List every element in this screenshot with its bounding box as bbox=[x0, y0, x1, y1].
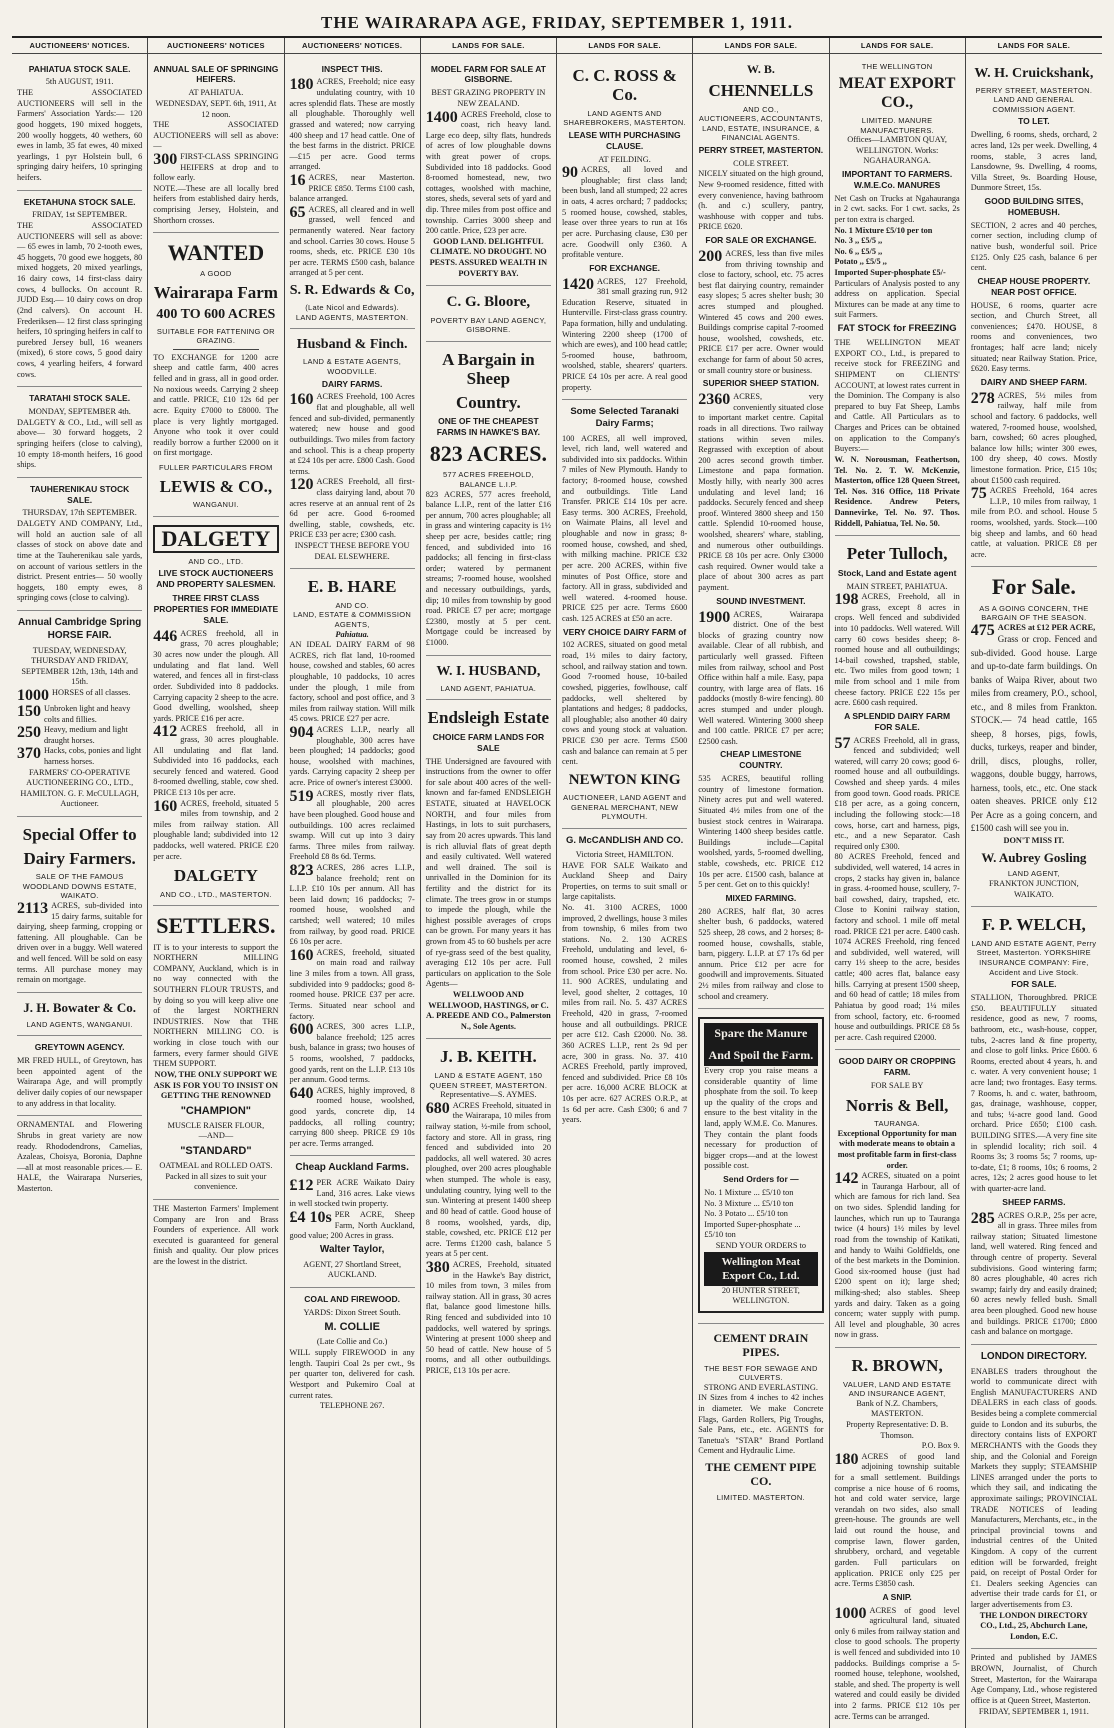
ad-head: A SNIP. bbox=[882, 1591, 912, 1602]
ad-head: CHEAP HOUSE PROPERTY. NEAR POST OFFICE. bbox=[977, 275, 1091, 297]
ad-subtitle: PERRY STREET, MASTERTON. LAND AND GENERAL COMMISSION AGENT. bbox=[975, 85, 1093, 114]
property-listing: 1074 ACRES Freehold, ring fenced and subdivided, well watered, will carry 1½ sheep to the acre, besides cattle; 400 acres flat, balance easy hills. Carrying at present 1500 sheep, and 60 head of cattle; 18 miles from Pahiatua by good road; 1¼ miles from school, factory, etc. 6-roomed house and outbuildings. PRICE £8 5s per acre. Cash required £2000. bbox=[834, 937, 960, 1042]
ad-title: Norris & Bell, bbox=[845, 1095, 949, 1115]
price-line: Imported Super-phosphate ... £5/10 ton bbox=[704, 1219, 801, 1240]
ad-head: LEASE WITH PURCHASING CLAUSE. bbox=[568, 129, 681, 151]
property-listing: 75 ACRES Freehold, 164 acres L.I.P., 10 miles from railway, 1 mile from P.O. and school. House 5 rooms, woolshed, yards. Stock—100 big sheep and lambs, and 60 head cattle, at valuation. PRICE £8 per acre. bbox=[970, 485, 1097, 559]
property-listing: 16 ACRES, near Masterton. PRICE £850. Terms £100 cash, balance arranged. bbox=[289, 171, 415, 204]
property-listing: 600 ACRES, 300 acres L.I.P., balance freehold; 125 acres bush, balance in grass; two houses of 5 rooms, woolshed, 7 paddocks, good yards, rent on the L.I.P. £13 10s per annum. Good terms. bbox=[289, 1021, 415, 1085]
ad-r-brown bbox=[835, 1348, 960, 1728]
ad-title: For Sale. bbox=[991, 574, 1076, 600]
ad-subtitle: AND CO., LTD. bbox=[188, 556, 244, 566]
ad-title: LONDON DIRECTORY. bbox=[980, 1350, 1087, 1362]
ad-date: WEDNESDAY, SEPT. 6th, 1911, At 12 noon. bbox=[155, 98, 277, 119]
property-listing: 200 ACRES, less than five miles from thriving township and close to factory, school, etc. 75 acres best flat dairying country, remainder easy slopes; 5 acres shelter bush; 30 acres stumped and ploughed. Wintered 45 cows and 200 ewes. Buildings comprise capital 7-roomed house, woolshed, cowsheds, etc. PRICE £17 per acre. Owner would exchange for farm of about 50 acres, or small country store or business. bbox=[698, 247, 824, 375]
ad-line: STRONG AND EVERLASTING. bbox=[703, 1382, 818, 1392]
ad-agent-place: WANGANUI. bbox=[192, 500, 239, 510]
column-heading: LANDS FOR SALE. bbox=[557, 38, 692, 54]
ad-address: PERRY STREET, MASTERTON. bbox=[698, 144, 824, 155]
column-7 bbox=[830, 38, 966, 1728]
ad-company: THE CEMENT PIPE CO. bbox=[705, 1460, 817, 1488]
ad-title: Special Offer to bbox=[22, 825, 137, 845]
ad-implement-company bbox=[153, 1200, 278, 1274]
ad-line: CHOICE FARM LANDS FOR SALE bbox=[432, 731, 545, 753]
price-line: No. 1 Mixture £5/10 per ton bbox=[834, 225, 933, 235]
property-listing: 1000 ACRES of good level agricultural land, situated only 6 miles from railway station and close to good schools. The property is well fenced and subdivided into 10 paddocks. Buildings comprise a 5-roomed house, telephone, woolshed, stable, and shed. The property is well watered and could easily be divided into 2 farms. PRICE £12 10s per acre. Terms can be arranged. bbox=[834, 1604, 960, 1721]
column-8 bbox=[966, 38, 1102, 1728]
ad-name-sub: (Late Collie and Co.) bbox=[316, 1337, 388, 1347]
price-line: Imported Super-phosphate £5/- bbox=[834, 268, 946, 277]
ad-agent: W. Aubrey Gosling bbox=[981, 849, 1087, 865]
property-listing: 160 ACRES, freehold, situated 5 miles from township, and 2 miles from railway station. All ploughable land; subdivided into 12 paddocks, well watered. PRICE £20 per acre. bbox=[153, 797, 279, 861]
ad-eketahuna-stock-sale bbox=[17, 191, 142, 388]
ad-title: C. C. ROSS & Co. bbox=[572, 65, 677, 105]
property-listing: 278 ACRES, 5½ miles from railway, half mile from school and factory. 6 paddocks, well watered, 7-roomed house, woolshed, barn, cowshed; 60 acres ploughed, balance low hills; winter 300 ewes, 100 dry sheep, 40 cows. Mostly limestone formation. Price, £15 10s; about £1500 cash required. bbox=[970, 389, 1097, 485]
property-listing: 142 ACRES, situated on a point in Tauranga Harbour, all of which are famous for rich land. Sea on two sides. Splendid landing for launches, which run up to Tauranga twice (4 hours) 1½ miles by level road from the township of Katikati, and handy to Waihi Goldfields, one of the best markets in the Dominion. Good six-roomed house (just had £200 spent on it); large shed; milking-shed; also stables. Sheep yards and dairy. Taken as a going concern; water supply with pump. All level and ploughable, 30 acres now in grass. bbox=[834, 1170, 960, 1340]
imprint bbox=[971, 1649, 1097, 1723]
ad-title: Annual Cambridge Spring HORSE FAIR. bbox=[17, 616, 142, 641]
price-line: No. 3 ,, £5/5 ,, bbox=[834, 236, 883, 246]
ad-body: DALGETY AND COMPANY, Ltd., will hold an auction sale of all classes of stock on above date and time at the Tauherenikau sale yards, on account of various settlers in the district. Present entries— 50 woolly hoggets, 180 empty ewes, 8 springing cows (close to calving). bbox=[17, 519, 143, 603]
manure-box bbox=[698, 1017, 823, 1313]
ad-body: SECTION, 2 acres and 40 perches, corner section, including clump of native bush, wonderful soil. Price £125. Only £25 cash, balance 6 per cent. bbox=[970, 220, 1097, 273]
ad-body: ENABLES traders throughout the world to communicate direct with English MANUFACTURERS AND DEALERS in each class of goods. Besides being a complete commercial guide to London and its suburbs, the directory contains lists of EXPORT MERCHANTS with the Goods they ship, and the Colonial and Foreign Markets they supply; STEAMSHIP LINES arranged under the ports to which they sail, and indicating the approximate sailings; PROVINCIAL TRADE NOTICES of leading Manufacturers, Merchants, etc., in the principal provincial towns and industrial centres of the United Kingdom. A copy of the current edition will be forwarded, freight paid, on receipt of Postal Order for £1. Dealers seeking Agencies can advertise their trade cards for £1, or larger advertisements from £3. bbox=[970, 1366, 1097, 1610]
ad-subtitle: AND CO., bbox=[743, 104, 779, 114]
ad-body: 100 ACRES, all well improved, level, rich land, well watered and subdivided into six paddocks. Within 7 miles of New Plymouth. Handy to factory; 8-roomed house, cowshed and outbuildings. Title Land Transfer. PRICE £14 10s per acre. Easy terms. 300 ACRES, Freehold, on Waimate Plains, all level and ploughable and now in grass; 8-roomed house, cowshed, and shed, with milking machine. PRICE £32 per acre. 200 ACRES, within five minutes of Post Office, store and factory. All in grass, subdivided and well watered. 4-roomed house. PRICE £25 per acre. Terms £600 cash. 125 ACRES at £50 an acre. bbox=[562, 433, 688, 623]
ad-body: MR FRED HULL, of Greytown, has been appointed agent of the Wairarapa Age, and will promptly deliver daily copies of our newspaper to any address in that locality. bbox=[17, 1056, 143, 1108]
ad-settlers bbox=[153, 906, 278, 1200]
property-listing: AN IDEAL DAIRY FARM of 98 ACRES, rich flat land, 10-roomed house, cowshed and stables, 60 acres ploughable, 10 paddocks, 10 acres under the plough, 1 mile from factory, school and post office, and 3 miles from railway station. Will milk 45 cows. PRICE £27 per acre. bbox=[289, 640, 415, 724]
column-heading: AUCTIONEERS' NOTICES. bbox=[285, 38, 420, 54]
price-line: No. 3 Potato ... £5/10 ton bbox=[704, 1209, 788, 1219]
property-listing: 160 ACRES, freehold, situated on main road and railway line 3 miles from a town. All grass, subdivided into 9 paddocks; good 8-roomed house. PRICE £37 per acre. Terms. Situated near school and factory. bbox=[289, 946, 415, 1021]
ad-body: THE Masterton Farmers' Implement Company are Iron and Brass Founders of experience. All work executed is guaranteed for general finish and quality. Our plow prices are the lowest in the district. bbox=[153, 1203, 279, 1266]
ad-subtitle: AND CO. bbox=[335, 600, 369, 610]
ad-model-farm-gisborne bbox=[426, 58, 551, 287]
masthead: THE WAIRARAPA AGE, FRIDAY, SEPTEMBER 1, 1911. bbox=[12, 10, 1102, 38]
ad-rep: Representative—S. AYMES. bbox=[440, 1090, 537, 1100]
ad-agent-place: AGENT, 27 Shortland Street, AUCKLAND. bbox=[303, 1259, 402, 1280]
ad-body: NICELY situated on the high ground, New 9-roomed residence, fitted with every convenience, having bathroom (h. and c.) scullery, pantry, washhouse with copper and tubs. PRICE £620. bbox=[698, 169, 824, 232]
ad-body: 823 ACRES, 577 acres freehold, balance L.I.P., rent of the latter £16 per annum, 700 acres ploughable; all in grass and wintering capacity is 1½ sheep per acre, besides cattle; ring fenced, and subdivided into 16 paddocks; all fencing in first-class order; watered by permanent streams; 7-roomed house, woolshed and necessary outbuildings, yards, dip; 10 miles from township by good road. PRICE £7 per acre; mortgage £2380, mostly at 5 per cent. Mortgage could be increased by £1000. bbox=[425, 489, 551, 648]
price-line: No. 3 Mixture ... £5/10 ton bbox=[704, 1198, 794, 1208]
ad-address: MAIN STREET, PAHIATUA. bbox=[846, 581, 948, 591]
ad-bloore bbox=[426, 286, 551, 341]
ad-eb-hare bbox=[290, 569, 415, 1156]
ad-springing-heifers bbox=[153, 58, 278, 234]
ad-head: FOR EXCHANGE. bbox=[589, 262, 661, 273]
property-listing: 65 ACRES, all cleared and in well grassed, well fenced and permanently watered. Near factory and school. Carries 30 cows. House 5 rooms, sheds, etc. PRICE £30 10s per acre. TERMS £500 cash, balance arranged at 5 per cent. bbox=[289, 203, 415, 278]
ad-title: Husband & Finch. bbox=[296, 337, 408, 353]
ad-greytown-agency bbox=[17, 1036, 142, 1116]
property-listing: 1900 ACRES, Wairarapa district. One of the best blocks of grazing country now available. Clear of all rubbish, and particularly well grassed. Fifteen miles from railway, school and Post Office within half a mile. Easy, papa country, with large area of flats. 16 paddocks (mostly 8-wire fencing). 80 acres stumped and under plough. Well watered. Wintering 3000 sheep and 100 cattle. PRICE £7 per acre; £2500 cash. bbox=[698, 608, 824, 746]
ad-subtitle: LAND & ESTATE AGENT, 150 QUEEN STREET, MASTERTON. bbox=[429, 1071, 548, 1090]
ad-agent-sub: LAND AGENT, bbox=[1007, 869, 1060, 879]
ad-title: PAHIATUA STOCK SALE. bbox=[28, 63, 131, 74]
ad-head: GOOD DAIRY OR CROPPING FARM. bbox=[838, 1056, 956, 1078]
imprint-date: FRIDAY, SEPTEMBER 1, 1911. bbox=[978, 1706, 1089, 1716]
ad-title: ANNUAL SALE OF SPRINGING HEIFERS. bbox=[153, 63, 279, 85]
ad-acre-range: 400 TO 600 ACRES bbox=[156, 306, 276, 322]
ad-footer: FULLER PARTICULARS FROM bbox=[159, 462, 273, 472]
ad-agent-place: AND CO., LTD., MASTERTON. bbox=[160, 889, 272, 899]
property-listing: 57 ACRES Freehold, all in grass, fenced and subdivided; well watered, will carry 20 cows; good 6-roomed house and all outbuildings. Cowshed and sheep yards. 4 miles from good town. Good roads. PRICE £18 per acre, as a going concern, including the following stock:—18 cows, horse, cart and harness, pigs, etc., and a new Separator. Cash required only £300. bbox=[834, 734, 960, 851]
ad-company: Wellington Meat Export Co., Ltd. bbox=[704, 1252, 817, 1286]
ad-subtitle: A GOOD bbox=[200, 269, 232, 279]
column-heading: LANDS FOR SALE. bbox=[830, 38, 965, 54]
ad-head: TO LET. bbox=[1018, 116, 1050, 127]
ad-husband-finch bbox=[290, 329, 415, 569]
ad-head: FAT STOCK for FREEZING bbox=[837, 323, 957, 335]
ad-subtitle: POVERTY BAY LAND AGENCY, GISBORNE. bbox=[430, 315, 547, 335]
ad-title: Some Selected Taranaki Dairy Farms; bbox=[570, 406, 679, 430]
ad-head: SHEEP FARMS. bbox=[1002, 1196, 1066, 1207]
property-listing: 285 ACRES O.R.P., 25s per acre, all in grass. Three miles from railway station; Situated limestone land, well watered. Ring fenced and through centre of property. Several subdivisions. Good wintering farm; 80 acres ploughable, 40 acres rich swamp; fairly dry and easily drained; 60 acres newly felled bush. Small area been ploughed. Good new house and buildings. PRICE £1700; £800 cash and balance on mortgage. bbox=[970, 1209, 1097, 1337]
ad-line: AS A GOING CONCERN, THE BARGAIN OF THE SEASON. bbox=[979, 603, 1089, 623]
ad-title-2: Country. bbox=[456, 392, 521, 412]
ad-body: THE ASSOCIATED AUCTIONEERS will sell as above:— 65 ewes in lamb, 70 2-tooth ewes, 45 hoggets, 70 good ewe hoggets, 80 mixed hoggets, 20 mixed yearlings, 16 dairy cows, 14 first-class dairy cows, 4 bullocks. On account R. JUDD Esq.— 10 dairy cows on drop (2nd calvers). On account H. Frederiksen— 12 first class springing heifers, 10 springing heifers in calf to purebred Jersey bull, 16 weaners (mixed), 6 store cows, 5 good dairy cows, 4 yearling heifers, 4 forward cows. bbox=[17, 221, 143, 379]
ad-title: WANTED bbox=[167, 240, 265, 266]
ad-footer: INSPECT THESE BEFORE YOU DEAL ELSEWHERE. bbox=[294, 541, 410, 561]
ad-title: F. P. WELCH, bbox=[981, 915, 1086, 935]
ad-subtitle: LAND AGENT, PAHIATUA. bbox=[440, 683, 537, 693]
ad-body: Dwelling, 6 rooms, sheds, orchard, 2 acres land, 12s per week. Dwelling, 4 rooms, stable, 3 acres land, Lansdowne, 9s. Dwelling, 4 rooms, Villa Street, 9s. Boarding House, Dunmore Street, 15s. bbox=[970, 130, 1097, 193]
property-listing: 412 ACRES freehold, all in grass, 30 acres ploughable. All undulating and flat land. Subdivided into 16 paddocks, each securely fenced and watered. Good 8-roomed dwelling, stable, cow shed. PRICE £13 10s per acre. bbox=[153, 723, 279, 797]
ad-place: AT PAHIATUA. bbox=[188, 88, 244, 98]
ad-body: Net Cash on Trucks at Ngahauranga in 2 cwt. sacks. For 1 cwt. sacks, 2s per ton extra is charged. bbox=[834, 193, 960, 224]
ad-title: C. G. Bloore, bbox=[446, 294, 531, 311]
property-listing: 1420 ACRES, 127 Freehold, 381 small grazing run, 912 Education Reserve, situated in Hunterville. First-class grass country. Papa formation, hilly and undulating. Wintering 2200 sheep (1700 of which are ewes), and 100 head cattle; 5-roomed house, bathroom, woolshed, stable, shearers' quarters. PRICE £4 10s per acre. A real good property. bbox=[562, 275, 688, 392]
ad-head: FOR SALE. bbox=[1011, 979, 1057, 990]
ad-date: MONDAY, SEPTEMBER 4th. bbox=[28, 407, 131, 417]
horse-line: 150 Unbroken light and heavy colts and fillies. bbox=[17, 702, 131, 724]
product-name: "STANDARD" bbox=[180, 1145, 252, 1158]
ad-title: G. McCANDLISH AND CO. bbox=[565, 834, 684, 846]
ad-lot: 300 FIRST-CLASS SPRINGING HEIFERS at drop and to follow early. bbox=[153, 151, 279, 183]
ad-agent-sub: AUCTIONEER, LAND AGENT and GENERAL MERCHANT, NEW PLYMOUTH. bbox=[563, 793, 687, 822]
ad-subtitle: THE BEST FOR SEWAGE AND CULVERTS. bbox=[704, 1363, 818, 1383]
ad-subtitle: Victoria Street, HAMILTON. bbox=[575, 849, 674, 859]
ad-footer: FARMERS' CO-OPERATIVE AUCTIONEERING CO., LTD., HAMILTON. G. F. McCULLAGH, Auctioneer. bbox=[20, 767, 139, 809]
ad-office: Offices—LAMBTON QUAY, WELLINGTON. Works: NGAHAURANGA. bbox=[847, 135, 947, 166]
column-heading: AUCTIONEERS' NOTICES bbox=[148, 38, 283, 54]
column-1 bbox=[12, 38, 148, 1728]
ad-cc-ross bbox=[562, 58, 687, 401]
ad-horse-fair bbox=[17, 611, 142, 817]
horse-line: 370 Hacks, cobs, ponies and light harness horses. bbox=[17, 745, 142, 767]
ad-agent: NEWTON KING bbox=[568, 771, 681, 788]
ad-subtitle-2: LAND, ESTATE & COMMISSION AGENTS, bbox=[293, 610, 412, 629]
ad-subtitle: YARDS: Dixon Street South. bbox=[303, 1307, 401, 1317]
ad-taratahi-stock-sale bbox=[17, 387, 142, 478]
ad-agent: DALGETY bbox=[173, 866, 258, 886]
ad-line: ONE OF THE CHEAPEST FARMS IN HAWKE'S BAY. bbox=[436, 416, 540, 438]
ad-footer: Packed in all sizes to suit your convenience. bbox=[165, 1171, 267, 1192]
ad-body: STALLION, Thoroughbred. PRICE £50. BEAUTIFULLY situated residence, good as new, 7 rooms, bathroom, etc., wash-house, copper, tubs, 2-acres land & fine property, and close to golf links. Price £600. 6 Rooms, erected about 4 years, h. and c. water. A very convenient house; 1 acre land; two frontages. Easy terms. 7 Rooms, h. and c. water, bathroom, gas, drainage, washhouse, copper, and tubs; ¼-acre good land. Good orchard. Price £650; £100 cash. BUILDING SITES.—A very fine site in splendid locality; rich soil. 4 Rooms 3s; 3 rooms 5s; 7 rooms, up-to-date, £1; 8 rooms, 10s; 6 rooms, 2 acres, 12s; 2 acres good house to let with quarter-acre land. bbox=[970, 993, 1097, 1194]
ad-title: COAL AND FIREWOOD. bbox=[304, 1293, 401, 1304]
ad-place: AT FEILDING. bbox=[598, 154, 651, 164]
ad-title: DALGETY bbox=[153, 525, 278, 553]
ad-woodland-downs bbox=[17, 817, 142, 993]
ad-date: FRIDAY, 1st SEPTEMBER. bbox=[32, 210, 128, 220]
ad-head: MIXED FARMING. bbox=[725, 892, 797, 903]
ad-for-sale-going-concern bbox=[971, 567, 1097, 907]
ad-spare-the-manure bbox=[698, 1009, 823, 1324]
ad-agent: LEWIS & CO., bbox=[159, 476, 273, 496]
ad-pahiatua-stock-sale bbox=[17, 58, 142, 191]
ad-title: MEAT EXPORT CO., bbox=[838, 75, 956, 111]
ad-line: Exceptional Opportunity for man with moderate means to obtain a most profitable farm in first-class order. bbox=[837, 1128, 957, 1170]
ad-head: FOR SALE OR EXCHANGE. bbox=[705, 235, 817, 246]
property-listing: 519 ACRES, mostly river flats, all ploughable, 200 acres have been ploughed. Good house and outbuildings. 100 acres reclaimed swamp. Will cut up into 3 dairy farms. Three miles from railway. Freehold £8 8s 6d. Terms. bbox=[289, 787, 415, 862]
ad-norris-bell bbox=[835, 1050, 960, 1348]
ad-head: VERY CHOICE DAIRY FARM of bbox=[562, 626, 687, 637]
property-listing: 823 ACRES, 286 acres L.I.P., balance freehold; rent on L.I.P. £10 10s per annum. All has been laid down; 16 paddocks; 7-roomed house, woolshed and cartshed; well watered; 10 miles from railway, by good road. PRICE £6 10s per acre. bbox=[289, 861, 415, 947]
ad-agent: Walter Taylor, bbox=[319, 1243, 385, 1255]
ad-body: 2113 ACRES, sub-divided into 15 dairy farms, suitable for dairying, sheep farming, cropping or fattening. All ploughable. Can be driven over in a buggy. Well watered and well fenced. Will be sold on easy terms. All purchase money may remain on mortgage. bbox=[17, 899, 143, 985]
ad-bargain-sheep-country bbox=[426, 342, 551, 656]
ad-title-2: Dairy Farmers. bbox=[23, 848, 136, 868]
ad-title: MODEL FARM FOR SALE AT GISBORNE. bbox=[430, 63, 546, 85]
product-name: "CHAMPION" bbox=[180, 1104, 252, 1117]
imprint-text: Printed and published by JAMES BROWN, Journalist, of Church Street, Masterton, for the Wairarapa Age Company, Ltd., whose registered office is at Queen Street, Masterton. bbox=[970, 1653, 1097, 1705]
ad-date: 5th AUGUST, 1911. bbox=[45, 77, 114, 87]
ad-head: THREE FIRST CLASS PROPERTIES FOR IMMEDIATE SALE. bbox=[153, 593, 279, 625]
ad-body: THE ASSOCIATED AUCTIONEERS will sell in the Farmers' Association Yards:— 120 good hoggets, 190 mixed hoggets, 200 woolly hoggets, 40 wethers, 60 ewes in lamb, 35 fat ewes, 40 mixed yearlings, 1 pyr Holstein bull, 6 springing dairy heifers, 10 springing heifers. bbox=[17, 88, 143, 182]
ad-title: Spare the Manure bbox=[704, 1023, 817, 1044]
ad-endsleigh-estate bbox=[426, 700, 551, 1039]
ad-title: E. B. HARE bbox=[307, 577, 397, 597]
property-listing: 475 ACRES at £12 PER ACRE, bbox=[970, 621, 1096, 639]
ad-line: AUCTIONEERS, ACCOUNTANTS, LAND, ESTATE, INSURANCE, & FINANCIAL AGENTS. bbox=[698, 114, 823, 143]
column-4 bbox=[421, 38, 557, 1728]
ad-head: GOOD BUILDING SITES, HOMEBUSH. bbox=[984, 196, 1084, 217]
ad-body: DALGETY & CO., Ltd., will sell as above— 30 forward hoggets, 2 springing heifers (close to calving), 10 empty 18-month heifers, 16 good ships. bbox=[17, 417, 143, 470]
ad-cement-drain-pipes bbox=[698, 1324, 823, 1508]
ad-place: TAURANGA. bbox=[874, 1119, 921, 1129]
ad-title: INSPECT THIS. bbox=[321, 63, 383, 74]
property-listing: 680 ACRES Freehold, situated in the Wairarapa, 10 miles from railway station, ½-mile from school, factory and store. All in grass, ring fenced and subdivided into 20 paddocks, all well watered. 30 acres ploughed, over 200 acres ploughable when stumped. The whole is easy, undulating country, lying well to the sun. Wintering at present 1400 sheep and 80 head of cattle. Good house of 8 rooms, woolshed, yards, dip, stable, cowshed, etc. PRICE £12 per acre. Terms £1200 cash, balance 5 years at 5 per cent. bbox=[425, 1099, 551, 1259]
ad-title: J. H. Bowater & Co. bbox=[23, 999, 137, 1015]
ad-inspect-this bbox=[290, 58, 415, 330]
ad-coal-firewood bbox=[290, 1288, 415, 1418]
ad-title: CEMENT DRAIN PIPES. bbox=[713, 1330, 809, 1359]
ad-taranaki-dairy-farms bbox=[562, 400, 687, 829]
ad-title-2: CHENNELLS bbox=[708, 80, 814, 100]
ad-body: ORNAMENTAL and Flowering Shrubs in great variety are now ready. Rhododendrons, Camelias, Azaleas, Choisya, Boronia, Daphne—all at most reasonable prices.— E. HALE, the Wairarapa Nurseries, Masterton. bbox=[17, 1120, 143, 1193]
ad-body: Every crop you raise means a considerable quantity of lime phosphate from the soil. To keep up the quality of the crops and ensure to the best vitality in the land, apply W.M.E. Co. Manures. They contain the plant foods necessary for production of bigger crops—and at the lowest possible cost. bbox=[704, 1065, 818, 1171]
ad-title: EKETAHUNA STOCK SALE. bbox=[23, 196, 136, 207]
ad-body: HOUSE, 6 rooms, quarter acre section, and Church Street, all conveniences; £470. HOUSE, 8 rooms and conveniences, two frontages; half acre land; nicely situated; near Railway Station. Price, £620. Easy terms. bbox=[970, 300, 1097, 374]
price-line: No. 6 ,, £5/5 ,, bbox=[834, 246, 883, 256]
ad-title: Endsleigh Estate bbox=[427, 708, 550, 728]
column-6 bbox=[693, 38, 829, 1728]
ad-name: M. COLLIE bbox=[324, 1321, 380, 1334]
ad-telephone: TELEPHONE 267. bbox=[319, 1401, 385, 1411]
ad-address: 20 HUNTER STREET, WELLINGTON. bbox=[721, 1285, 800, 1306]
ad-footer: Particulars of Analysis posted to any address on application. Special Mixtures can be made at any time to suit Farmers. bbox=[834, 278, 960, 320]
ad-jb-keith bbox=[426, 1039, 551, 1382]
ad-footer: THE LONDON DIRECTORY CO., Ltd., 25, Abchurch Lane, London, E.C. bbox=[979, 1610, 1089, 1641]
ad-body: Grass or crop. Fenced and sub-divided. Good house. Large and up-to-date farm buildings. On banks of Waipa River, about two miles from creamery, P.O., school, etc., and 8 miles from Frankton. STOCK.— 74 head cattle, 165 sheep, 8 horses, pigs, fowls, ducks, turkeys, reaper and binder, drill, discs, ploughs, roller, waggons, double buggy, harrows, harness, tools, etc., etc. One stack oaten sheaves. PRICE only £12 Per Acre as a going concern, and £1500 cash will see you in. bbox=[970, 634, 1097, 834]
ad-subtitle: LAND & ESTATE AGENTS, WOODVILLE. bbox=[303, 357, 402, 377]
ad-note: NOTE.—These are all locally bred heifers from established dairy herds, comprising Jersey, Holstein, and Shorthorn crosses. bbox=[153, 183, 279, 225]
ad-title: R. BROWN, bbox=[851, 1356, 943, 1376]
ad-title: W. I. HUSBAND, bbox=[436, 663, 541, 679]
property-listing: 180 ACRES, Freehold; nice easy undulating country, with 10 acres splendid flats. These are mostly all ploughable. Thoroughly well grassed and watered; now carrying 400 sheep and 17 head cattle. One of the best farms in the district. PRICE—£15 per acre. Good terms arranged. bbox=[289, 76, 415, 172]
column-heading: LANDS FOR SALE. bbox=[421, 38, 556, 54]
ad-date: TUESDAY, WEDNESDAY, THURSDAY AND FRIDAY, SEPTEMBER 12th, 13th, 14th and 15th. bbox=[21, 645, 138, 687]
property-listing: 90 ACRES, all loved and ploughable; first class land; been bush, land all stumped; 22 acres in oats, 4 acres orchard; 7 paddocks; 5 roomed house, cowshed, stables, lease over three years to run at 16s per acre. Purchasing clause, £30 per acre. Goodwill only £360. A profitable venture. bbox=[562, 164, 688, 260]
ad-sub: FOR SALE BY bbox=[870, 1081, 924, 1091]
ad-auckland-farms bbox=[290, 1156, 415, 1287]
ad-wanted-farm bbox=[153, 233, 278, 516]
ad-agent-sub: (Late Nicol and Edwards). bbox=[305, 303, 400, 313]
ad-top: THE WELLINGTON bbox=[861, 61, 933, 71]
ad-meat-export-co bbox=[835, 58, 960, 537]
ad-body: IT is to your interests to support the NORTHERN MILLING COMPANY, Auckland, which is in no way connected with the SOUTHERN FLOUR TRUSTS, and by doing so you will keep alive one of the largest NORTHERN INDUSTRIES. Now that THE NORTHERN MILLING CO. is working in close touch with our farmers, every farmer should GIVE THEM SUPPORT. bbox=[153, 942, 279, 1069]
ad-agent: S. R. Edwards & Co, bbox=[289, 283, 415, 299]
column-5 bbox=[557, 38, 693, 1728]
ad-subtitle: LAND AND ESTATE AGENT, Perry Street, Masterton. YORKSHIRE INSURANCE COMPANY: Fire, Accident and Live Stock. bbox=[971, 938, 1097, 977]
ad-subtitle: Stock, Land and Estate agent bbox=[837, 567, 957, 578]
ad-body: No. 41. 3100 ACRES, 1000 improved, 2 dwellings, house 3 miles from township, 6 miles from two stations. No. 2. 130 ACRES Freehold, undulating and level, 6-roomed house, cowshed, 2 miles from school. Price £30 per acre. No. 11. 900 ACRES, undulating and level, good shelter, 2 cottages, 10 miles from rail. No. 5. 437 ACRES Freehold, 420 in grass, 7-roomed house and all outbuildings. PRICE per acre £12. Cash £2000. No. 38. 360 ACRES L.I.P., rent 2s 9d per acre, 300 in grass. No. 37. 410 ACRES Freehold, partly improved, fenced and subdivided. Price £8 10s per acre. 16,000 ACRE BLOCK at 10s per acre. 627 ACRES O.R.P., at 1s 6d per acre. Cash £300; 6 and 7 years. bbox=[562, 903, 688, 1125]
ad-dalgety-properties bbox=[153, 517, 278, 907]
ad-body: IN Sizes from 4 inches to 42 inches in diameter. We make Concrete Flags, Garden Rollers, Pig Troughs, Sale Pans, etc., etc. AGENTS for Tanetua's "STAR" Brand Portland Cement and Hydraulic Lime. bbox=[698, 1393, 824, 1456]
ad-title: TAUHERENIKAU STOCK SALE. bbox=[29, 483, 130, 505]
property-listing: 446 ACRES freehold, all in grass, 70 acres ploughable; 30 acres now under the plough. All undulating and flat land. Well watered, and fences all in first-class order. Subdivided into 8 paddocks. Carrying capacity 2 sheep to the acre. Good dwelling, woolshed, sheep yards. PRICE £16 per acre. bbox=[153, 627, 279, 723]
ad-title: GREYTOWN AGENCY. bbox=[34, 1042, 125, 1053]
ad-address: Bank of N.Z. Chambers, MASTERTON. bbox=[856, 1398, 938, 1419]
horse-line: 1000 HORSES of all classes. bbox=[17, 686, 131, 704]
ad-title: J. B. KEITH. bbox=[439, 1047, 537, 1067]
price-line: Potato ,, £5/5 ,, bbox=[834, 257, 887, 267]
ad-agent-place: FRANKTON JUNCTION, WAIKATO. bbox=[989, 879, 1079, 899]
ad-chennells bbox=[698, 58, 823, 1010]
ad-buyers: W. N. Norousman, Feathertson, Tel. No. 2. T. W. McKenzie, Masterton, office 128 Queen Street, Tel. Nos. 316 Office, 118 Private Residence. Andrew Peters, Dannevirke, Tel. No. 97. Thos. Riddell, Pahiatua, Tel. No. 50. bbox=[834, 454, 960, 528]
property-listing: 2360 ACRES, very conveniently situated close to important market centre. Capital roads in all directions. Two railway stations within seven miles. Regrassed with exception of about 200 acres second growth timber. Limestone and papa formation. Mostly hilly, with nearly 300 acres undulating and level land; 16 paddocks. Securely fenced and sheep proof. Wintered 3800 sheep and 150 cattle. Splendid 10-roomed house, woolshed, shearers' whare, stabling, and numerous other outbuildings. PRICE £8 10s per acre. Only £3000 cash required. Owner would take a place of about 300 acres as part payment. bbox=[698, 391, 824, 593]
product-sep: —AND— bbox=[198, 1131, 234, 1141]
ad-company-sub: LIMITED. MASTERTON. bbox=[716, 1492, 806, 1502]
ad-body: THE ASSOCIATED AUCTIONEERS will sell as above:— bbox=[153, 120, 279, 151]
ad-body: THE Undersigned are favoured with instructions from the owner to offer for sale about 400 acres of the well-known and far-famed ENDSLEIGH ESTATE, situated at HAVELOCK NORTH, and four miles from Hastings, in lots to suit purchasers, say from 20 acres upwards. This land is rich alluvial flats of great depth and easily cultivated. Well watered and well drained. The soil is unrivalled in the Dominion for its fertility and the district for its climate. The trees grow in or stumps to impede the plough, while the highest possible averages of crops can be grown. For many years it has grown from 45 to 60 bushels per acre of rye-grass seed of the best quality, averaging £12 10s per acre. Full particulars on application to the Sole Agents— bbox=[425, 756, 551, 989]
column-heading: LANDS FOR SALE. bbox=[693, 38, 828, 54]
ad-acreage: 823 ACRES. bbox=[429, 441, 548, 467]
ad-head: DAIRY FARMS. bbox=[321, 378, 383, 389]
ad-bowater bbox=[17, 993, 142, 1037]
horse-line: 250 Heavy, medium and light draught horses. bbox=[17, 724, 128, 745]
ad-place: Pahiatua. bbox=[335, 629, 369, 639]
ad-rep: Property Representative: D. B. Thomson. bbox=[846, 1419, 949, 1440]
column-heading: AUCTIONEERS' NOTICES. bbox=[12, 38, 147, 54]
property-listing: 380 ACRES, Freehold, situated in the Hawke's Bay district, 10 miles from town, 3 miles from railway station. All in grass, 30 acres flat, balance good limestone hills. Ring fenced and subdivided into 10 paddocks, well watered by springs. Wintering at present 1000 sheep and 50 head of cattle. New house of 5 rooms, and all other outbuildings. PRICE, £13 10s per acre. bbox=[425, 1258, 551, 1376]
ad-farm-name: Wairarapa Farm bbox=[153, 283, 278, 303]
ad-subtitle: LAND AGENTS AND SHAREBROKERS, MASTERTON. bbox=[563, 108, 687, 128]
ad-street: COLE STREET. bbox=[733, 158, 789, 168]
ad-footer: GOOD LAND. DELIGHTFUL CLIMATE. NO DROUGHT. NO PESTS. ASSURED WEALTH IN POVERTY BAY. bbox=[429, 236, 548, 278]
ad-po-box: P.O. Box 9. bbox=[921, 1441, 960, 1451]
ad-title: SETTLERS. bbox=[156, 913, 276, 939]
ad-title: W. B. bbox=[746, 61, 775, 76]
price-head: Send Orders for — bbox=[723, 1174, 799, 1185]
ad-body: TO EXCHANGE for 1200 acre sheep and cattle farm, 400 acres felled and in grass, all in good order. No noxious weeds. Carrying 2 sheep and cattle. PRICE, £10 12s 6d per acre. Equity £7000 to £8000. The place is very lightly mortgaged. Anyone who took it over could readily borrow a further £2000 on it on first mortgage. bbox=[153, 352, 279, 458]
ad-title: A Bargain in Sheep bbox=[442, 349, 535, 389]
ad-title: Cheap Auckland Farms. bbox=[295, 1162, 409, 1174]
property-listing: 120 ACRES Freehold, all first-class dairying land, about 70 acres reserve at an annual rent of 2s 6d per acre. Good 6-roomed dwelling, stable, cowsheds, etc. PRICE £33 per acre; £300 cash. bbox=[289, 476, 415, 540]
divider bbox=[173, 349, 258, 350]
ad-line: NOW, THE ONLY SUPPORT WE ASK IS FOR YOU TO INSIST ON GETTING THE RENOWNED bbox=[153, 1069, 278, 1101]
ad-subtitle: LIMITED. MANURE MANUFACTURERS. bbox=[860, 115, 935, 135]
ad-mccandlish bbox=[562, 829, 687, 1132]
ad-tauherenikau-stock-sale bbox=[17, 478, 142, 611]
columns bbox=[12, 38, 1102, 1721]
column-3 bbox=[285, 38, 421, 1728]
ad-nurseries bbox=[17, 1116, 142, 1200]
ad-agent-place: LAND AGENTS, MASTERTON. bbox=[295, 312, 409, 322]
price-line: No. 1 Mixture ... £5/10 ton bbox=[704, 1187, 794, 1197]
product-desc: OATMEAL and ROLLED OATS. bbox=[159, 1161, 273, 1171]
property-listing: £12 PER ACRE Waikato Dairy Land, 316 acres. Lake views in well stocked twin property. bbox=[289, 1177, 415, 1209]
ad-subtitle: 577 ACRES FREEHOLD, BALANCE L.I.P. bbox=[443, 470, 534, 489]
ad-title: TARATAHI STOCK SALE. bbox=[29, 393, 131, 404]
property-listing: 80 ACRES Freehold, fenced and subdivided, well watered, 14 acres in crops, 2 stacks hay given in, balance in grass. 4-roomed house, scullery, 7-bail cowshed, dairy, trapshed, etc. Close to Konini railway station, factory and school. 1 mile off metal road. PRICE £21 per acre. £400 cash. bbox=[834, 852, 960, 936]
ad-head: CHEAP LIMESTONE COUNTRY. bbox=[720, 749, 802, 771]
ad-head: DAIRY AND SHEEP FARM. bbox=[980, 376, 1088, 387]
property-listing: 904 ACRES L.I.P., nearly all ploughable, 300 acres have been ploughed; 14 paddocks; good house, woolshed with machines, yards. Carrying capacity 2 sheep per acre. Price of owner's interest £3000. bbox=[289, 724, 415, 788]
property-listing: 535 ACRES, beautiful rolling country of limestone formation. Ninety acres put and well watered. Situated 4½ miles from one of the busiest stock centres in Wairarapa. Wintering 1400 sheep besides cattle. Buildings include—Capital woolshed, yards, 5-roomed dwelling, stable, cowsheds, etc. PRICE £12 10s per acre. £1500 cash, balance at 5 per cent. Get on to this quickly! bbox=[698, 774, 824, 890]
ad-intro: HAVE FOR SALE Waikato and Auckland Sheep and Dairy Properties, on terms to suit small or large capitalists. bbox=[562, 860, 688, 902]
ad-footer: DON'T MISS IT. bbox=[1003, 835, 1065, 845]
ad-subtitle: SALE OF THE FAMOUS WOODLAND DOWNS ESTATE, WAIKATO. bbox=[22, 872, 137, 901]
ad-head: SOUND INVESTMENT. bbox=[716, 595, 806, 606]
ad-footer: SEND YOUR ORDERS to bbox=[715, 1241, 807, 1250]
property-listing: £4 10s PER ACRE, Sheep Farm, North Auckland, good value; 200 Acres in grass. bbox=[289, 1209, 415, 1241]
ad-agents: WELLWOOD AND WELLWOOD, HASTINGS, or C. A. PREEDE AND CO., Palmerston N., Sole Agents. bbox=[426, 990, 551, 1031]
ad-use: SUITABLE FOR FATTENING OR GRAZING. bbox=[156, 326, 275, 346]
ad-subtitle: VALUER, LAND AND ESTATE AND INSURANCE AGENT, bbox=[843, 1379, 952, 1399]
ad-head: SUPERIOR SHEEP STATION. bbox=[702, 378, 819, 389]
property-listing: 280 ACRES, half flat, 30 acres shelter bush, 6 paddocks, watered 525 sheep, 28 cows, and 2 horses; 8-roomed house, cowshalls, stable, barn, piggery. L.I.P. at £7 17s 6d per annum. Price £12 per acre for goodwill and improvements. Situated 2½ miles from railway and close to school and creamery. bbox=[698, 906, 824, 1001]
product-desc: MUSCLE RAISER FLOUR, bbox=[167, 1120, 265, 1130]
ad-title-2: And Spoil the Farm. bbox=[704, 1045, 817, 1066]
ad-line: BEST GRAZING PROPERTY IN NEW ZEALAND. bbox=[431, 88, 546, 108]
property-listing: 640 ACRES, highly improved, 8 roomed house, woolshed, good yards, concrete dip, 14 paddocks, all rolling country; carrying 800 sheep. PRICE £9 10s per acre. Terms arranged. bbox=[289, 1084, 415, 1148]
ad-london-directory bbox=[971, 1345, 1097, 1650]
ad-body: WILL supply FIREWOOD in any length. Taupiri Coal 2s per cwt., 9s per quarter ton, delivered for cash. Westport and Pukemiro Coal at current rates. bbox=[289, 1348, 415, 1400]
property-listing: 198 ACRES, Freehold, all in grass, except 8 acres in crops. Well fenced and subdivided into 10 paddocks. Well watered. Will carry 60 cows besides sheep; 8-roomed house and all outbuildings; 14-bail cowshed, trapshed, stable, etc. Two miles from good town; 1 mile from school and 1 mile from cheese factory. PRICE £22 15s per acre. £600 cash required. bbox=[834, 591, 960, 708]
ad-body-2: 102 ACRES, situated on good metal road, 1½ miles to dairy factory, school, and railway station and town. Good 7-roomed house, 10-bailed cowshed, piggeries, fowlhouse, calf paddocks, well sheltered by plantations and hedges; 8 paddocks, all ploughable; also another 40 dairy cows and young stock at valuation. PRICE £30 per acre. Terms £500 cash and balance can remain at 5 per cent. bbox=[562, 640, 688, 767]
ad-peter-tulloch bbox=[835, 536, 960, 1050]
ad-title: Peter Tulloch, bbox=[846, 544, 948, 564]
ad-head: IMPORTANT TO FARMERS. W.M.E.Co. MANURES bbox=[842, 168, 953, 190]
column-2 bbox=[148, 38, 284, 1728]
property-listing: 180 ACRES of good land adjoining township suitable for a small settlement. Buildings comprise a nice house of 6 rooms, hot and cold water service, large verandah on two sides, also small green-house. The grounds are well laid out round the house, and comprise lawn, flower garden, shrubbery, orchard, and vegetable garden. Full particulars on application. PRICE only £25 per acre. Terms £3850 cash. bbox=[834, 1450, 960, 1589]
ad-fp-welch bbox=[971, 907, 1097, 1345]
property-listing: 160 ACRES Freehold, 100 Acres flat and ploughable, all well fenced and sub-divided, permanently watered; new house and good outbuildings. Two miles from factory and school. This is a cheap property at £24 10s per acre. £800 Cash. Good terms. bbox=[289, 391, 415, 476]
ad-subtitle: LAND AGENTS, WANGANUI. bbox=[26, 1019, 133, 1029]
property-listing: 1400 ACRES Freehold, close to coast, rich heavy land. Large eco deep, silty flats, hundreds of acres of low ploughable downs with great power of crops. Subdivided into 18 paddocks. Good 8-roomed homestead, new, two cottages, woolshed with machine, stores, sheds, several sets of yard and dip. Three miles from post office and township. Carries 3000 sheep and 200 cattle. Price, £23 per acre. bbox=[425, 108, 551, 236]
ad-head: A SPLENDID DAIRY FARM FOR SALE. bbox=[844, 710, 951, 732]
ad-cruickshank bbox=[971, 58, 1097, 568]
ad-husband bbox=[426, 656, 551, 701]
ad-line: LIVE STOCK AUCTIONEERS AND PROPERTY SALESMEN. bbox=[156, 568, 276, 590]
ad-date: THURSDAY, 17th SEPTEMBER. bbox=[22, 508, 137, 518]
ad-title: W. H. Cruickshank, bbox=[974, 65, 1094, 81]
column-heading: LANDS FOR SALE. bbox=[966, 38, 1102, 54]
ad-body: THE WELLINGTON MEAT EXPORT CO., Ltd., is prepared to receive stock for FREEZING and SHIPMENT on CLIENTS' ACCOUNT, at lowest rates current in the Dominion. The Company is also prepared to buy Fat Sheep, Lambs and Cattle. All Particulars as to Charges and Prices can be obtained on application to the Company's Buyers:— bbox=[834, 338, 960, 454]
